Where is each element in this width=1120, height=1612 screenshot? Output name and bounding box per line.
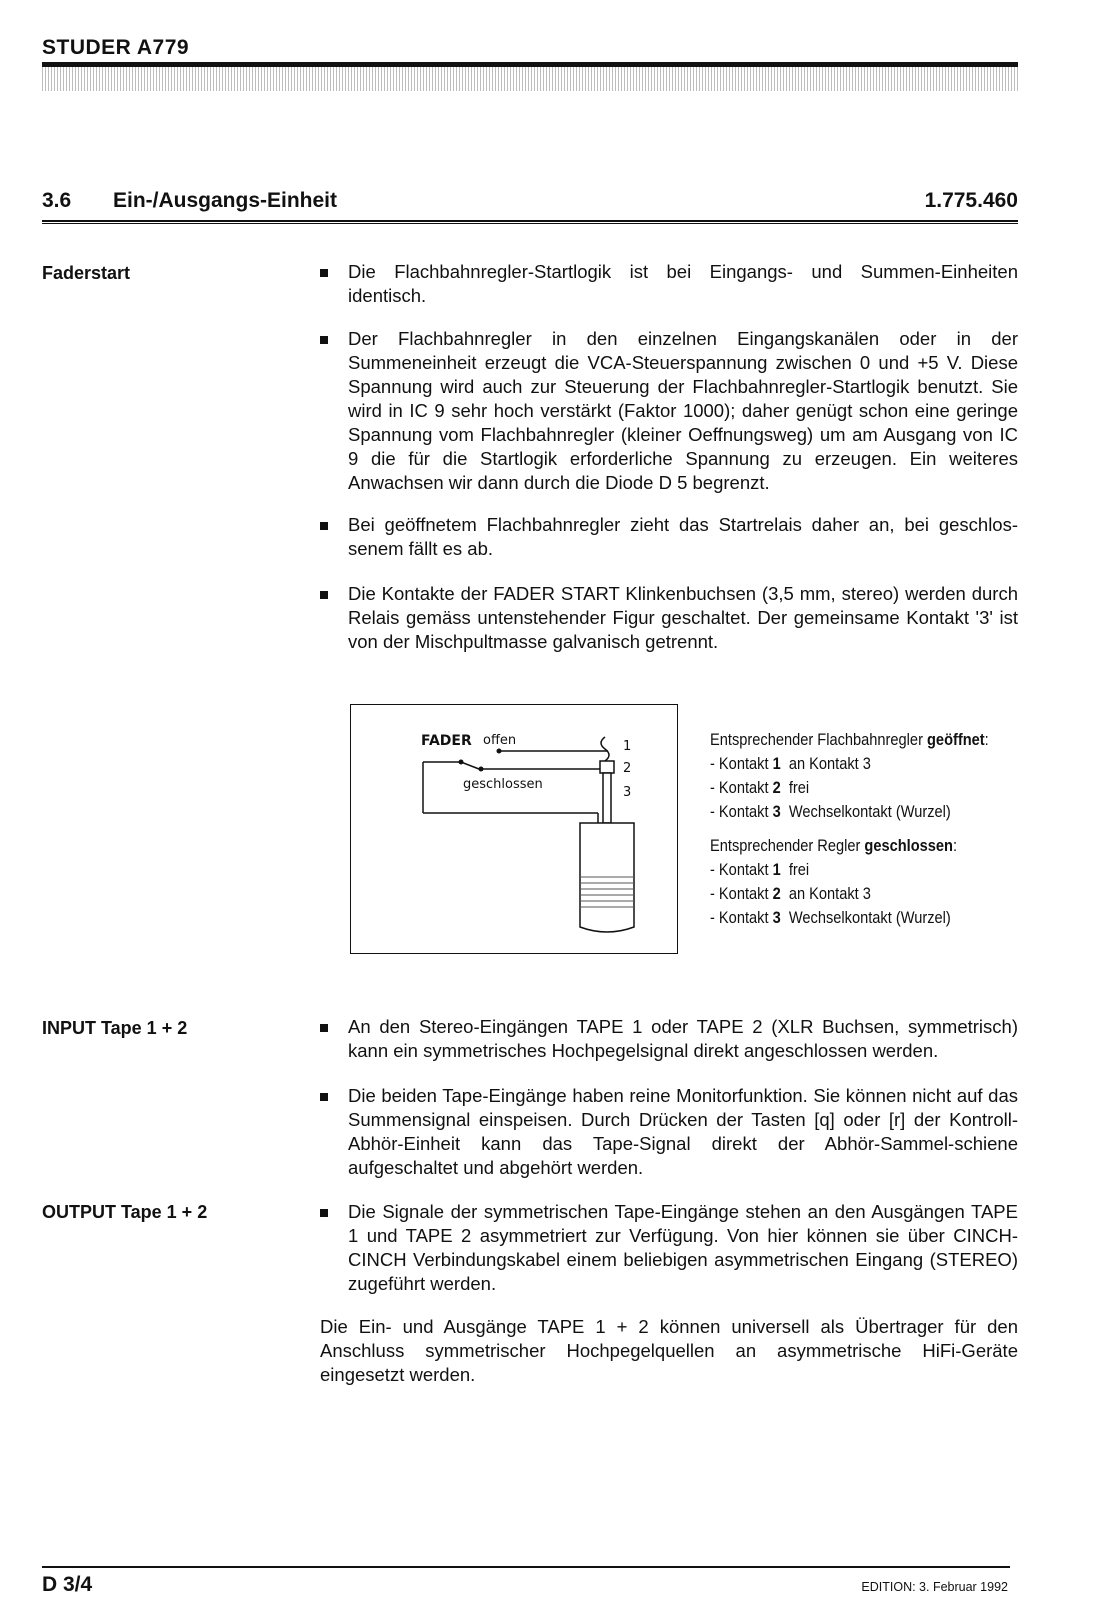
legend-dash: - Kontakt <box>710 884 773 903</box>
legend-dash: - Kontakt <box>710 754 773 773</box>
bullet-text: Die beiden Tape-Eingänge haben reine Monitorfunktion. Sie können nicht auf das Summensignal einspeisen. Durch Drücken der Tasten [q] oder [r] der Kontroll-Abhör-Einheit kann das Tape-Signal direkt der Abhör-Sammel-schiene aufgeschaltet und abgehört werden. <box>348 1085 1018 1178</box>
bullet-text: Die Signale der symmetrischen Tape-Eingänge stehen an den Ausgängen TAPE 1 und TAPE 2 asymmetriert zur Verfügung. Von hier können sie über CINCH-CINCH Verbindungskabel einem beliebigen asymmetrischen Eingang (STEREO) zugeführt werden. <box>348 1201 1018 1294</box>
legend-item <box>710 776 989 800</box>
bullet-square <box>320 1024 328 1032</box>
legend-rest: Wechselkontakt (Wurzel) <box>780 908 951 927</box>
input-bullet <box>320 1084 1018 1180</box>
legend-item <box>710 752 989 776</box>
legend-number: 1 <box>772 860 781 879</box>
bullet-square <box>320 1209 328 1217</box>
edition-date: EDITION: 3. Februar 1992 <box>861 1580 1008 1594</box>
legend-closed-heading <box>710 834 957 858</box>
legend-rest: frei <box>780 860 810 879</box>
legend-item <box>710 858 957 882</box>
legend-dash: - Kontakt <box>710 908 773 927</box>
input-bullet <box>320 1015 1018 1063</box>
legend-rest: an Kontakt 3 <box>780 884 871 903</box>
legend-open-bold: geöffnet <box>927 730 985 749</box>
legend-item <box>710 800 989 824</box>
legend-open-suffix: : <box>984 730 989 749</box>
bullet-square <box>320 591 328 599</box>
legend-open-heading <box>710 728 989 752</box>
bullet-square <box>320 336 328 344</box>
legend-item <box>710 882 957 906</box>
geschlossen-label: geschlossen <box>463 777 543 792</box>
legend-number: 3 <box>772 908 781 927</box>
legend-open <box>710 728 989 824</box>
pin-1-label: 1 <box>623 739 632 754</box>
legend-rest: Wechselkontakt (Wurzel) <box>780 802 951 821</box>
offen-label: offen <box>483 733 517 748</box>
fader-start-diagram <box>350 704 678 954</box>
output-paragraph: Die Ein- und Ausgänge TAPE 1 + 2 können universell als Übertrager für den Anschluss symmetrischer Hochpegelquellen an asymmetrische HiFi-Geräte eingesetzt werden. <box>320 1316 1018 1385</box>
bullet-text: Die Kontakte der FADER START Klinkenbuchsen (3,5 mm, stereo) werden durch Relais gemäss untenstehender Figur geschaltet. Der gemeinsame Kontakt '3' ist von der Mischpultmasse galvanisch getrennt. <box>348 583 1018 652</box>
section-number: 3.6 <box>42 189 72 212</box>
faderstart-bullet <box>320 327 1018 495</box>
legend-closed-suffix: : <box>952 836 958 855</box>
legend-dash: - Kontakt <box>710 860 773 879</box>
legend-number: 3 <box>772 802 781 821</box>
document-brand: STUDER A779 <box>42 36 190 59</box>
bullet-text: Der Flachbahnregler in den einzelnen Eingangskanälen oder in der Summeneinheit erzeugt die VCA-Steuerspannung zwischen 0 und +5 V. Diese Spannung wird auch zur Steuerung der Flachbahnregler-Startlogik benutzt. Sie wird in IC 9 sehr hoch verstärkt (Faktor 1000); daher genügt schon eine geringe Spannung vom Flachbahnregler (kleiner Oeffnungsweg) um am Ausgang von IC 9 die für die Startlogik erforderliche Spannung zu erzeugen. Ein weiteres Anwachsen wir dann durch die Diode D 5 begrenzt. <box>348 328 1018 493</box>
output-bullet <box>320 1200 1018 1296</box>
legend-closed-bold: geschlossen <box>864 836 953 855</box>
section-title: Ein-/Ausgangs-Einheit <box>113 189 338 212</box>
legend-rest: an Kontakt 3 <box>780 754 871 773</box>
legend-number: 2 <box>772 778 781 797</box>
section-rule <box>42 220 1018 224</box>
legend-dash: - Kontakt <box>710 802 773 821</box>
page-number: D 3/4 <box>42 1573 93 1596</box>
legend-number: 2 <box>772 884 781 903</box>
pin-3-label: 3 <box>623 785 632 800</box>
bullet-text: An den Stereo-Eingängen TAPE 1 oder TAPE 2 (XLR Buchsen, symmetrisch) kann ein symmetrisches Hochpegelsignal direkt angeschlossen werden. <box>348 1016 1018 1061</box>
output-tape-label: OUTPUT Tape 1 + 2 <box>42 1202 208 1222</box>
bullet-text: Die Flachbahnregler-Startlogik ist bei Eingangs- und Summen-Einheiten identisch. <box>348 261 1018 306</box>
input-tape-label: INPUT Tape 1 + 2 <box>42 1018 188 1038</box>
faderstart-bullet <box>320 260 1018 308</box>
faderstart-bullet <box>320 582 1018 654</box>
legend-rest: frei <box>780 778 810 797</box>
legend-closed-prefix: Entsprechender Regler <box>710 836 865 855</box>
bullet-square <box>320 1093 328 1101</box>
legend-number: 1 <box>772 754 781 773</box>
faderstart-label: Faderstart <box>42 263 131 283</box>
pin-2-label: 2 <box>623 761 632 776</box>
header-hatch-band <box>42 67 1018 91</box>
bullet-text: Bei geöffnetem Flachbahnregler zieht das Startrelais daher an, bei geschlos-senem fällt es ab. <box>348 514 1018 559</box>
legend-dash: - Kontakt <box>710 778 773 797</box>
fader-label: FADER <box>421 733 472 749</box>
legend-item <box>710 906 957 930</box>
bullet-square <box>320 522 328 530</box>
legend-open-prefix: Entsprechender Flachbahnregler <box>710 730 928 749</box>
bullet-square <box>320 269 328 277</box>
legend-closed <box>710 834 957 930</box>
footer-rule <box>42 1566 1010 1568</box>
section-code: 1.775.460 <box>924 189 1018 212</box>
faderstart-bullet <box>320 513 1018 561</box>
